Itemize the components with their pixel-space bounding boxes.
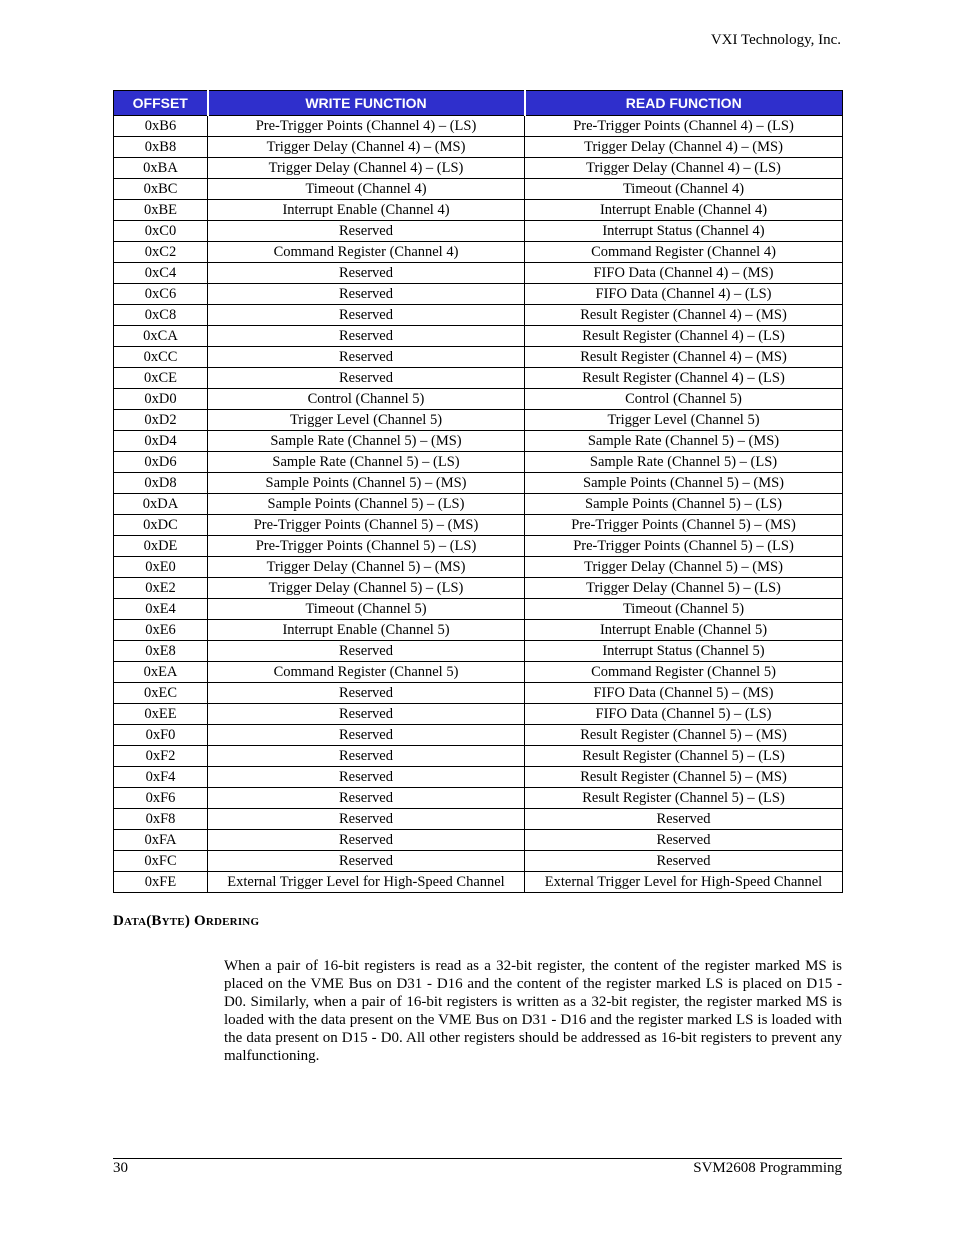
write-function-cell: Pre-Trigger Points (Channel 4) – (LS) bbox=[208, 116, 525, 137]
table-row bbox=[114, 368, 843, 389]
read-function-cell: FIFO Data (Channel 5) – (LS) bbox=[525, 704, 843, 725]
read-function-cell: FIFO Data (Channel 4) – (LS) bbox=[525, 284, 843, 305]
write-function-cell: Reserved bbox=[208, 788, 525, 809]
table-row bbox=[114, 809, 843, 830]
read-function-cell: Result Register (Channel 5) – (LS) bbox=[525, 746, 843, 767]
section-paragraph: When a pair of 16-bit registers is read as a 32-bit register, the content of the register marked MS is placed on the VME Bus on D31 - D16 and the content of the register marked LS is placed on D15 - D0. Similarly, when a pair of 16-bit registers is written as a 32-bit register, the register marked MS is loaded with the data present on the VME Bus on D31 - D16 and the register marked LS is loaded with the data present on D15 - D0. All other registers should be addressed as 16-bit registers to prevent any malfunctioning. bbox=[224, 958, 842, 1064]
write-function-cell: Command Register (Channel 4) bbox=[208, 242, 525, 263]
table-row bbox=[114, 326, 843, 347]
write-function-cell: Reserved bbox=[208, 704, 525, 725]
write-function-cell: Reserved bbox=[208, 683, 525, 704]
write-function-cell: Reserved bbox=[208, 284, 525, 305]
write-function-cell: Interrupt Enable (Channel 5) bbox=[208, 620, 525, 641]
offset-cell: 0xE0 bbox=[114, 557, 208, 578]
offset-cell: 0xC8 bbox=[114, 305, 208, 326]
table-row bbox=[114, 767, 843, 788]
table-row bbox=[114, 494, 843, 515]
offset-cell: 0xEE bbox=[114, 704, 208, 725]
table-row bbox=[114, 179, 843, 200]
write-function-cell: Sample Points (Channel 5) – (MS) bbox=[208, 473, 525, 494]
footer-title: SVM2608 Programming bbox=[693, 1160, 842, 1176]
table-row bbox=[114, 578, 843, 599]
write-function-cell: Trigger Delay (Channel 5) – (LS) bbox=[208, 578, 525, 599]
write-function-cell: Sample Points (Channel 5) – (LS) bbox=[208, 494, 525, 515]
write-function-cell: Trigger Delay (Channel 5) – (MS) bbox=[208, 557, 525, 578]
offset-cell: 0xEC bbox=[114, 683, 208, 704]
read-function-cell: Reserved bbox=[525, 809, 843, 830]
read-function-cell: Pre-Trigger Points (Channel 5) – (LS) bbox=[525, 536, 843, 557]
offset-cell: 0xD2 bbox=[114, 410, 208, 431]
read-function-cell: Interrupt Status (Channel 4) bbox=[525, 221, 843, 242]
read-function-cell: Interrupt Status (Channel 5) bbox=[525, 641, 843, 662]
write-function-cell: Pre-Trigger Points (Channel 5) – (LS) bbox=[208, 536, 525, 557]
table-row bbox=[114, 389, 843, 410]
write-function-cell: Reserved bbox=[208, 809, 525, 830]
write-function-cell: Interrupt Enable (Channel 4) bbox=[208, 200, 525, 221]
read-function-cell: Result Register (Channel 5) – (MS) bbox=[525, 767, 843, 788]
write-function-cell: Command Register (Channel 5) bbox=[208, 662, 525, 683]
table-row bbox=[114, 788, 843, 809]
offset-cell: 0xCC bbox=[114, 347, 208, 368]
offset-cell: 0xD8 bbox=[114, 473, 208, 494]
write-function-cell: Reserved bbox=[208, 746, 525, 767]
table-row bbox=[114, 683, 843, 704]
offset-cell: 0xDA bbox=[114, 494, 208, 515]
offset-cell: 0xFE bbox=[114, 872, 208, 893]
table-row bbox=[114, 515, 843, 536]
offset-cell: 0xCE bbox=[114, 368, 208, 389]
read-function-cell: Command Register (Channel 5) bbox=[525, 662, 843, 683]
read-function-cell: Timeout (Channel 4) bbox=[525, 179, 843, 200]
read-function-cell: FIFO Data (Channel 4) – (MS) bbox=[525, 263, 843, 284]
write-function-cell: Reserved bbox=[208, 641, 525, 662]
read-function-cell: Result Register (Channel 5) – (LS) bbox=[525, 788, 843, 809]
offset-cell: 0xE8 bbox=[114, 641, 208, 662]
register-table bbox=[113, 90, 843, 893]
table-row bbox=[114, 137, 843, 158]
offset-cell: 0xBA bbox=[114, 158, 208, 179]
offset-cell: 0xF2 bbox=[114, 746, 208, 767]
table-row bbox=[114, 536, 843, 557]
offset-cell: 0xBC bbox=[114, 179, 208, 200]
read-function-cell: Trigger Level (Channel 5) bbox=[525, 410, 843, 431]
write-function-cell: Reserved bbox=[208, 851, 525, 872]
read-function-cell: FIFO Data (Channel 5) – (MS) bbox=[525, 683, 843, 704]
write-function-cell: Reserved bbox=[208, 263, 525, 284]
offset-cell: 0xDC bbox=[114, 515, 208, 536]
offset-cell: 0xC2 bbox=[114, 242, 208, 263]
offset-cell: 0xFC bbox=[114, 851, 208, 872]
table-row bbox=[114, 704, 843, 725]
table-row bbox=[114, 599, 843, 620]
offset-cell: 0xC4 bbox=[114, 263, 208, 284]
write-function-cell: Reserved bbox=[208, 326, 525, 347]
read-function-cell: Result Register (Channel 4) – (MS) bbox=[525, 347, 843, 368]
read-function-cell: Reserved bbox=[525, 830, 843, 851]
table-row bbox=[114, 746, 843, 767]
table-row bbox=[114, 641, 843, 662]
read-function-cell: Control (Channel 5) bbox=[525, 389, 843, 410]
register-table-body bbox=[114, 116, 843, 893]
table-row bbox=[114, 347, 843, 368]
page-number: 30 bbox=[113, 1160, 128, 1176]
offset-cell: 0xE2 bbox=[114, 578, 208, 599]
read-function-cell: Pre-Trigger Points (Channel 5) – (MS) bbox=[525, 515, 843, 536]
table-row bbox=[114, 851, 843, 872]
offset-cell: 0xE4 bbox=[114, 599, 208, 620]
offset-cell: 0xC6 bbox=[114, 284, 208, 305]
write-function-cell: Control (Channel 5) bbox=[208, 389, 525, 410]
read-function-cell: Trigger Delay (Channel 4) – (MS) bbox=[525, 137, 843, 158]
table-row bbox=[114, 620, 843, 641]
offset-cell: 0xF8 bbox=[114, 809, 208, 830]
offset-cell: 0xFA bbox=[114, 830, 208, 851]
write-function-cell: Timeout (Channel 4) bbox=[208, 179, 525, 200]
read-function-cell: Trigger Delay (Channel 5) – (MS) bbox=[525, 557, 843, 578]
write-function-cell: Trigger Level (Channel 5) bbox=[208, 410, 525, 431]
write-function-cell: Reserved bbox=[208, 767, 525, 788]
table-row bbox=[114, 116, 843, 137]
table-row bbox=[114, 662, 843, 683]
read-function-cell: Reserved bbox=[525, 851, 843, 872]
header-company: VXI Technology, Inc. bbox=[710, 32, 841, 48]
offset-cell: 0xF0 bbox=[114, 725, 208, 746]
offset-cell: 0xF4 bbox=[114, 767, 208, 788]
table-row bbox=[114, 221, 843, 242]
table-row bbox=[114, 557, 843, 578]
write-function-cell: Reserved bbox=[208, 221, 525, 242]
write-function-cell: Sample Rate (Channel 5) – (MS) bbox=[208, 431, 525, 452]
table-row bbox=[114, 410, 843, 431]
register-table-header bbox=[114, 91, 843, 116]
read-function-cell: Trigger Delay (Channel 4) – (LS) bbox=[525, 158, 843, 179]
table-row bbox=[114, 725, 843, 746]
offset-cell: 0xDE bbox=[114, 536, 208, 557]
offset-cell: 0xB6 bbox=[114, 116, 208, 137]
table-row bbox=[114, 830, 843, 851]
write-function-cell: Sample Rate (Channel 5) – (LS) bbox=[208, 452, 525, 473]
read-function-cell: Sample Points (Channel 5) – (MS) bbox=[525, 473, 843, 494]
read-function-cell: Sample Rate (Channel 5) – (MS) bbox=[525, 431, 843, 452]
table-row bbox=[114, 431, 843, 452]
table-row bbox=[114, 284, 843, 305]
write-function-cell: Reserved bbox=[208, 305, 525, 326]
read-function-cell: Interrupt Enable (Channel 5) bbox=[525, 620, 843, 641]
offset-cell: 0xEA bbox=[114, 662, 208, 683]
write-function-cell: Timeout (Channel 5) bbox=[208, 599, 525, 620]
offset-cell: 0xE6 bbox=[114, 620, 208, 641]
footer-rule bbox=[113, 1158, 842, 1159]
table-row bbox=[114, 263, 843, 284]
offset-cell: 0xC0 bbox=[114, 221, 208, 242]
offset-cell: 0xF6 bbox=[114, 788, 208, 809]
table-row bbox=[114, 872, 843, 893]
offset-cell: 0xD0 bbox=[114, 389, 208, 410]
table-row bbox=[114, 158, 843, 179]
offset-cell: 0xCA bbox=[114, 326, 208, 347]
offset-cell: 0xB8 bbox=[114, 137, 208, 158]
write-function-cell: Reserved bbox=[208, 830, 525, 851]
read-function-cell: Timeout (Channel 5) bbox=[525, 599, 843, 620]
read-function-cell: Interrupt Enable (Channel 4) bbox=[525, 200, 843, 221]
offset-cell: 0xD6 bbox=[114, 452, 208, 473]
read-function-cell: Pre-Trigger Points (Channel 4) – (LS) bbox=[525, 116, 843, 137]
write-function-cell: Reserved bbox=[208, 368, 525, 389]
read-function-cell: Result Register (Channel 4) – (LS) bbox=[525, 326, 843, 347]
read-function-cell: Result Register (Channel 4) – (LS) bbox=[525, 368, 843, 389]
read-function-cell: Sample Points (Channel 5) – (LS) bbox=[525, 494, 843, 515]
write-function-cell: External Trigger Level for High-Speed Channel bbox=[208, 872, 525, 893]
offset-cell: 0xD4 bbox=[114, 431, 208, 452]
read-function-cell: Result Register (Channel 4) – (MS) bbox=[525, 305, 843, 326]
write-function-cell: Pre-Trigger Points (Channel 5) – (MS) bbox=[208, 515, 525, 536]
write-function-cell: Reserved bbox=[208, 347, 525, 368]
section-heading: Data(Byte) Ordering bbox=[113, 913, 260, 929]
write-function-cell: Reserved bbox=[208, 725, 525, 746]
table-row bbox=[114, 305, 843, 326]
offset-cell: 0xBE bbox=[114, 200, 208, 221]
read-function-cell: Sample Rate (Channel 5) – (LS) bbox=[525, 452, 843, 473]
column-header-write-function: WRITE FUNCTION bbox=[208, 91, 525, 116]
write-function-cell: Trigger Delay (Channel 4) – (LS) bbox=[208, 158, 525, 179]
read-function-cell: Trigger Delay (Channel 5) – (LS) bbox=[525, 578, 843, 599]
table-row bbox=[114, 200, 843, 221]
table-row bbox=[114, 452, 843, 473]
write-function-cell: Trigger Delay (Channel 4) – (MS) bbox=[208, 137, 525, 158]
table-row bbox=[114, 473, 843, 494]
read-function-cell: External Trigger Level for High-Speed Channel bbox=[525, 872, 843, 893]
table-row bbox=[114, 242, 843, 263]
column-header-read-function: READ FUNCTION bbox=[525, 91, 843, 116]
read-function-cell: Command Register (Channel 4) bbox=[525, 242, 843, 263]
column-header-offset: OFFSET bbox=[114, 91, 208, 116]
read-function-cell: Result Register (Channel 5) – (MS) bbox=[525, 725, 843, 746]
